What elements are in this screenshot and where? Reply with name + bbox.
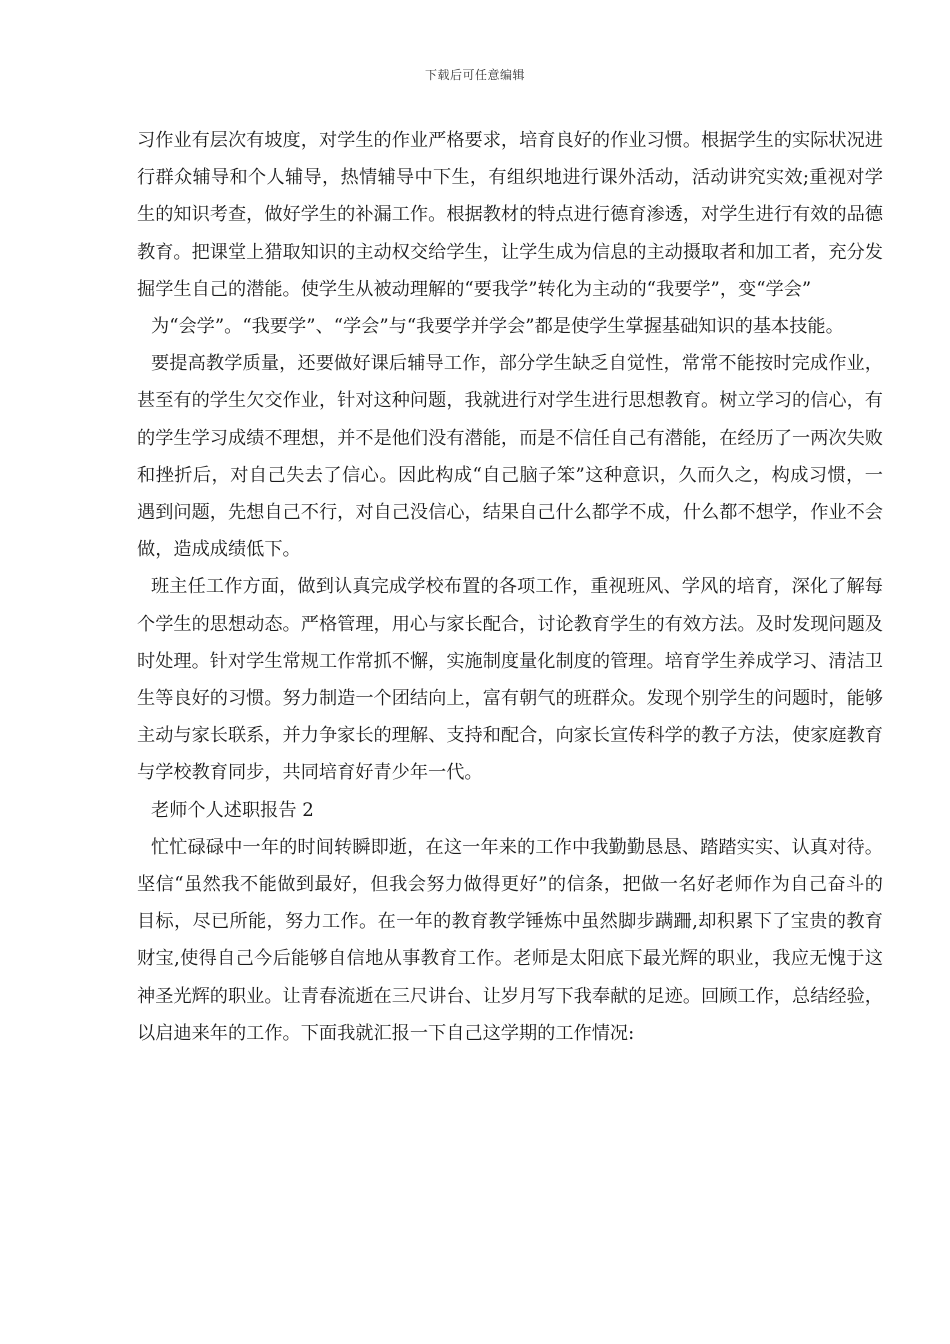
page-header: 下载后可任意编辑 (424, 68, 525, 82)
paragraph-2: 为“会学”。“我要学”、“学会”与“我要学并学会”都是使学生掌握基础知识的基本技能。 (151, 316, 844, 338)
paragraph-4: 班主任工作方面，做到认真完成学校布置的各项工作，重视班风、学风的培育，深化了解每个学生的思想动态。严格管理，用心与家长配合，讨论教育学生的有效方法。及时发现问题及时处理。针对学生常规工作常抓不懈，实施制度量化制度的管理。培育学生养成学习、清洁卫生等良好的习惯。努力制造一个团结向上，富有朝气的班群众。发现个别学生的问题时，能够主动与家长联系，并力争家长的理解、支持和配合，向家长宣传科学的教子方法，使家庭教育与学校教育同步，共同培育好青少年一代。 (137, 576, 883, 784)
document-body (137, 122, 883, 1052)
paragraph-1: 习作业有层次有坡度，对学生的作业严格要求，培育良好的作业习惯。根据学生的实际状况进行群众辅导和个人辅导，热情辅导中下生，有组织地进行课外活动，活动讲究实效;重视对学生的知识考查，做好学生的补漏工作。根据教材的特点进行德育渗透，对学生进行有效的品德教育。把课堂上猎取知识的主动权交给学生，让学生成为信息的主动摄取者和加工者，充分发掘学生自己的潜能。使学生从被动理解的“要我学”转化为主动的“我要学”，变“学会” (137, 130, 883, 300)
paragraph-3: 要提高教学质量，还要做好课后辅导工作，部分学生缺乏自觉性，常常不能按时完成作业，甚至有的学生欠交作业，针对这种问题，我就进行对学生进行思想教育。树立学习的信心，有的学生学习成绩不理想，并不是他们没有潜能，而是不信任自己有潜能，在经历了一两次失败和挫折后，对自己失去了信心。因此构成“自己脑子笨”这种意识，久而久之，构成习惯，一遇到问题，先想自己不行，对自己没信心，结果自己什么都学不成，什么都不想学，作业不会做，造成成绩低下。 (137, 353, 883, 561)
paragraph-5: 忙忙碌碌中一年的时间转瞬即逝，在这一年来的工作中我勤勤恳恳、踏踏实实、认真对待。坚信“虽然我不能做到最好，但我会努力做得更好”的信条，把做一名好老师作为自己奋斗的目标，尽已所能，努力工作。在一年的教育教学锤炼中虽然脚步蹒跚,却积累下了宝贵的教育财宝,使得自己今后能够自信地从事教育工作。老师是太阳底下最光辉的职业，我应无愧于这神圣光辉的职业。让青春流逝在三尺讲台、让岁月写下我奉献的足迹。回顾工作，总结经验，以启迪来年的工作。下面我就汇报一下自己这学期的工作情况: (137, 836, 883, 1044)
section-heading: 老师个人述职报告 2 (151, 799, 314, 821)
